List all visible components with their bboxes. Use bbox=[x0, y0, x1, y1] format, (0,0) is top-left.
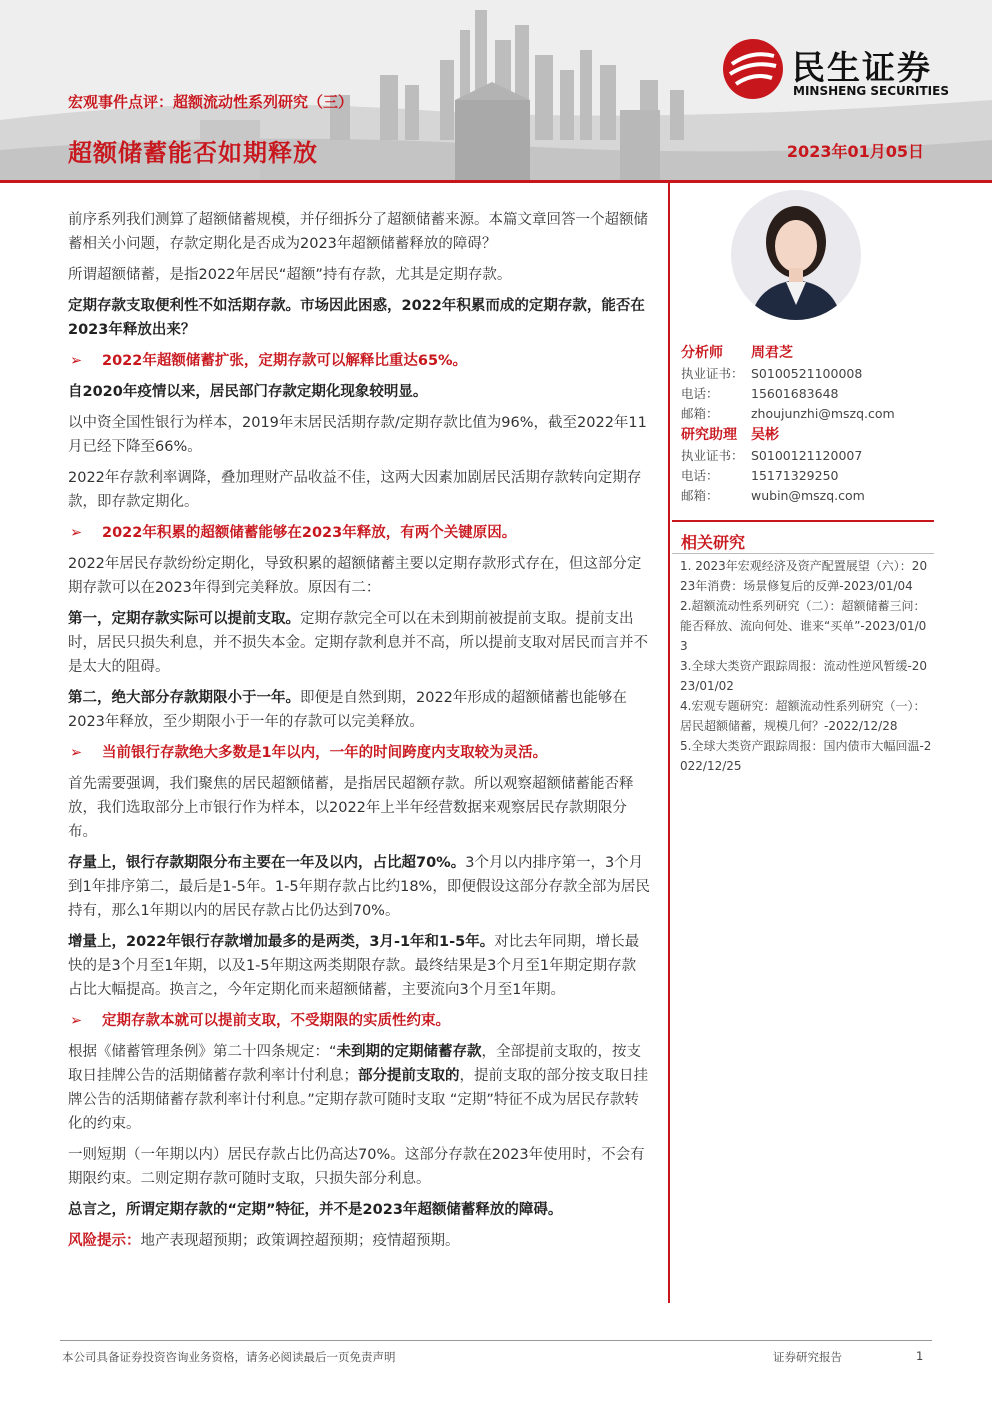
related-research-item[interactable]: 2.超额流动性系列研究（二）：超额储蓄三问：能否释放、流向何处、谁来“买单”-2023/01/03 bbox=[680, 599, 927, 653]
analyst-row bbox=[681, 424, 931, 446]
bullet-arrow-icon: ➢ bbox=[70, 353, 83, 369]
field-label: 邮箱： bbox=[681, 488, 719, 503]
analyst-row bbox=[681, 446, 931, 466]
logo-english-name: MINSHENG SECURITIES bbox=[793, 84, 949, 98]
risk-warning bbox=[68, 1229, 650, 1253]
field-label: 电话： bbox=[681, 386, 719, 401]
column-divider bbox=[668, 183, 670, 1303]
related-research-list bbox=[680, 556, 932, 776]
field-label: 邮箱： bbox=[681, 406, 719, 421]
paragraph: 以中资全国性银行为样本，2019年末居民活期存款/定期存款比值为96%，截至2022年11月已经下降至66%。 bbox=[68, 415, 647, 455]
related-research-item[interactable]: 1. 2023年宏观经济及资产配置展望（六）：2023年消费：场景修复后的反弹-2023/01/04 bbox=[680, 559, 928, 593]
risk-text: 地产表现超预期；政策调控超预期；疫情超预期。 bbox=[140, 1233, 460, 1249]
analyst-photo bbox=[731, 190, 861, 320]
section-bullet bbox=[68, 349, 650, 373]
related-research-title: 相关研究 bbox=[681, 533, 746, 552]
lead-sentence: 第二，绝大部分存款期限小于一年。 bbox=[68, 690, 300, 706]
phone-number: 15171329250 bbox=[751, 468, 839, 483]
header-divider bbox=[0, 180, 992, 183]
analyst-row bbox=[681, 384, 931, 404]
related-research-item[interactable]: 4.宏观专题研究：超额流动性系列研究（一）：居民超额储蓄，规模几何？-2022/12/28 bbox=[680, 699, 926, 733]
analyst-name: 吴彬 bbox=[751, 427, 779, 443]
body-text: ，提前支取的部分按支取日挂牌公告的活期储蓄存款利率计付利息。”定期存款可随时支取 “定期”特征不成为居民存款转化的约束。 bbox=[68, 1068, 648, 1132]
paragraph: 首先需要强调，我们聚焦的居民超额储蓄，是指居民超额存款。所以观察超额储蓄能否释放，我们选取部分上市银行作为样本，以2022年上半年经营数据来观察居民存款期限分布。 bbox=[68, 776, 634, 840]
page-number: 1 bbox=[916, 1349, 924, 1363]
body-text: 对比去年同期，增长最快的是3个月至1年期，以及1-5年期这两类期限存款。最终结果是3个月至1年期定期存款占比大幅提高。换言之，今年定期化而来超额储蓄，主要流向3个月至1年期。 bbox=[68, 934, 640, 998]
key-paragraph: 定期存款支取便利性不如活期存款。市场因此困惑，2022年积累而成的定期存款，能否在2023年释放出来？ bbox=[68, 298, 645, 338]
related-research-item[interactable]: 5.全球大类资产跟踪周报：国内债市大幅回温-2022/12/25 bbox=[680, 739, 932, 773]
analyst-row bbox=[681, 364, 931, 384]
analyst-name: 周君芝 bbox=[751, 345, 793, 361]
field-label: 执业证书： bbox=[681, 366, 744, 381]
section-bullet bbox=[68, 521, 650, 545]
key-paragraph: 自2020年疫情以来，居民部门存款定期化现象较明显。 bbox=[68, 384, 428, 400]
lead-sentence: 第一，定期存款实际可以提前支取。 bbox=[68, 611, 300, 627]
logo-chinese-name: 民生证券 bbox=[792, 48, 932, 87]
risk-label: 风险提示： bbox=[68, 1233, 141, 1249]
bullet-arrow-icon: ➢ bbox=[70, 745, 83, 761]
email-link[interactable]: wubin@mszq.com bbox=[751, 488, 865, 503]
paragraph: 所谓超额储蓄，是指2022年居民“超额”持有存款，尤其是定期存款。 bbox=[68, 267, 512, 283]
analyst-row bbox=[681, 404, 931, 424]
bullet-text: 2022年积累的超额储蓄能够在2023年释放，有两个关键原因。 bbox=[102, 525, 517, 541]
footer-divider bbox=[60, 1340, 932, 1341]
license-number: S0100121120007 bbox=[751, 448, 863, 463]
paragraph bbox=[68, 930, 650, 1002]
sidebar-divider bbox=[672, 520, 934, 522]
field-label: 执业证书： bbox=[681, 448, 744, 463]
license-number: S0100521100008 bbox=[751, 366, 863, 381]
bullet-arrow-icon: ➢ bbox=[70, 525, 83, 541]
analyst-row bbox=[681, 342, 931, 364]
bullet-text: 当前银行存款绝大多数是1年以内，一年的时间跨度内支取较为灵活。 bbox=[102, 745, 548, 761]
emphasis-text: 未到期的定期储蓄存款 bbox=[336, 1044, 482, 1060]
paragraph: 2022年居民存款纷纷定期化，导致积累的超额储蓄主要以定期存款形式存在，但这部分定期存款可以在2023年得到完美释放。原因有二： bbox=[68, 556, 642, 596]
analyst-role: 研究助理 bbox=[681, 427, 737, 443]
paragraph bbox=[68, 686, 650, 734]
minsheng-logo bbox=[722, 38, 972, 100]
emphasis-text: 部分提前支取的 bbox=[358, 1068, 460, 1084]
paragraph: 前序系列我们测算了超额储蓄规模，并仔细拆分了超额储蓄来源。本篇文章回答一个超额储蓄相关小问题，存款定期化是否成为2023年超额储蓄释放的障碍？ bbox=[68, 212, 648, 252]
email-link[interactable]: zhoujunzhi@mszq.com bbox=[751, 406, 895, 421]
report-body bbox=[68, 208, 650, 1260]
logo-mark-icon bbox=[722, 38, 784, 100]
section-bullet bbox=[68, 1009, 650, 1033]
related-title-underline bbox=[672, 553, 934, 554]
paragraph: 2022年存款利率调降，叠加理财产品收益不佳，这两大因素加剧居民活期存款转向定期存款，即存款定期化。 bbox=[68, 470, 642, 510]
related-research-item[interactable]: 3.全球大类资产跟踪周报：流动性逆风暂缓-2023/01/02 bbox=[680, 659, 928, 693]
bullet-arrow-icon: ➢ bbox=[70, 1013, 83, 1029]
analyst-row bbox=[681, 466, 931, 486]
analyst-info bbox=[681, 342, 931, 506]
body-text: 即便是自然到期，2022年形成的超额储蓄也能够在2023年释放，至少期限小于一年的存款可以完美释放。 bbox=[68, 690, 627, 730]
bullet-text: 2022年超额储蓄扩张，定期存款可以解释比重达65%。 bbox=[102, 353, 468, 369]
bullet-text: 定期存款本就可以提前支取，不受期限的实质性约束。 bbox=[102, 1013, 450, 1029]
analyst-role: 分析师 bbox=[681, 345, 723, 361]
series-title: 宏观事件点评：超额流动性系列研究（三） bbox=[68, 93, 354, 111]
analyst-row bbox=[681, 486, 931, 506]
report-date: 2023年01月05日 bbox=[786, 142, 924, 161]
body-text: 定期存款完全可以在未到期前被提前支取。提前支出时，居民只损失利息，并不损失本金。定期存款利息并不高，所以提前支取对居民而言并不是太大的阻碍。 bbox=[68, 611, 648, 675]
footer-disclaimer: 本公司具备证券投资咨询业务资格，请务必阅读最后一页免责声明 bbox=[62, 1350, 396, 1364]
paragraph bbox=[68, 1040, 650, 1136]
conclusion-paragraph: 总言之，所谓定期存款的“定期”特征，并不是2023年超额储蓄释放的障碍。 bbox=[68, 1202, 563, 1218]
lead-sentence: 增量上，2022年银行存款增加最多的是两类，3月-1年和1-5年。 bbox=[68, 934, 495, 950]
footer-report-type: 证券研究报告 bbox=[773, 1350, 842, 1364]
header-banner bbox=[0, 0, 992, 182]
section-bullet bbox=[68, 741, 650, 765]
lead-sentence: 存量上，银行存款期限分布主要在一年及以内，占比超70%。 bbox=[68, 855, 466, 871]
phone-number: 15601683648 bbox=[751, 386, 839, 401]
body-text: ，全部提前支取的，按支取日挂牌公告的活期储蓄存款利率计付利息； bbox=[68, 1044, 642, 1084]
field-label: 电话： bbox=[681, 468, 719, 483]
body-text: 根据《储蓄管理条例》第二十四条规定：“ bbox=[68, 1044, 337, 1060]
page-title: 超额储蓄能否如期释放 bbox=[68, 139, 318, 167]
paragraph bbox=[68, 851, 650, 923]
paragraph bbox=[68, 607, 650, 679]
paragraph: 一则短期（一年期以内）居民存款占比仍高达70%。这部分存款在2023年使用时，不会有期限约束。二则定期存款可随时支取，只损失部分利息。 bbox=[68, 1147, 645, 1187]
body-text: 3个月以内排序第一，3个月到1年排序第二，最后是1-5年。1-5年期存款占比约18%，即便假设这部分存款全部为居民持有，那么1年期以内的居民存款占比仍达到70%。 bbox=[68, 855, 650, 919]
